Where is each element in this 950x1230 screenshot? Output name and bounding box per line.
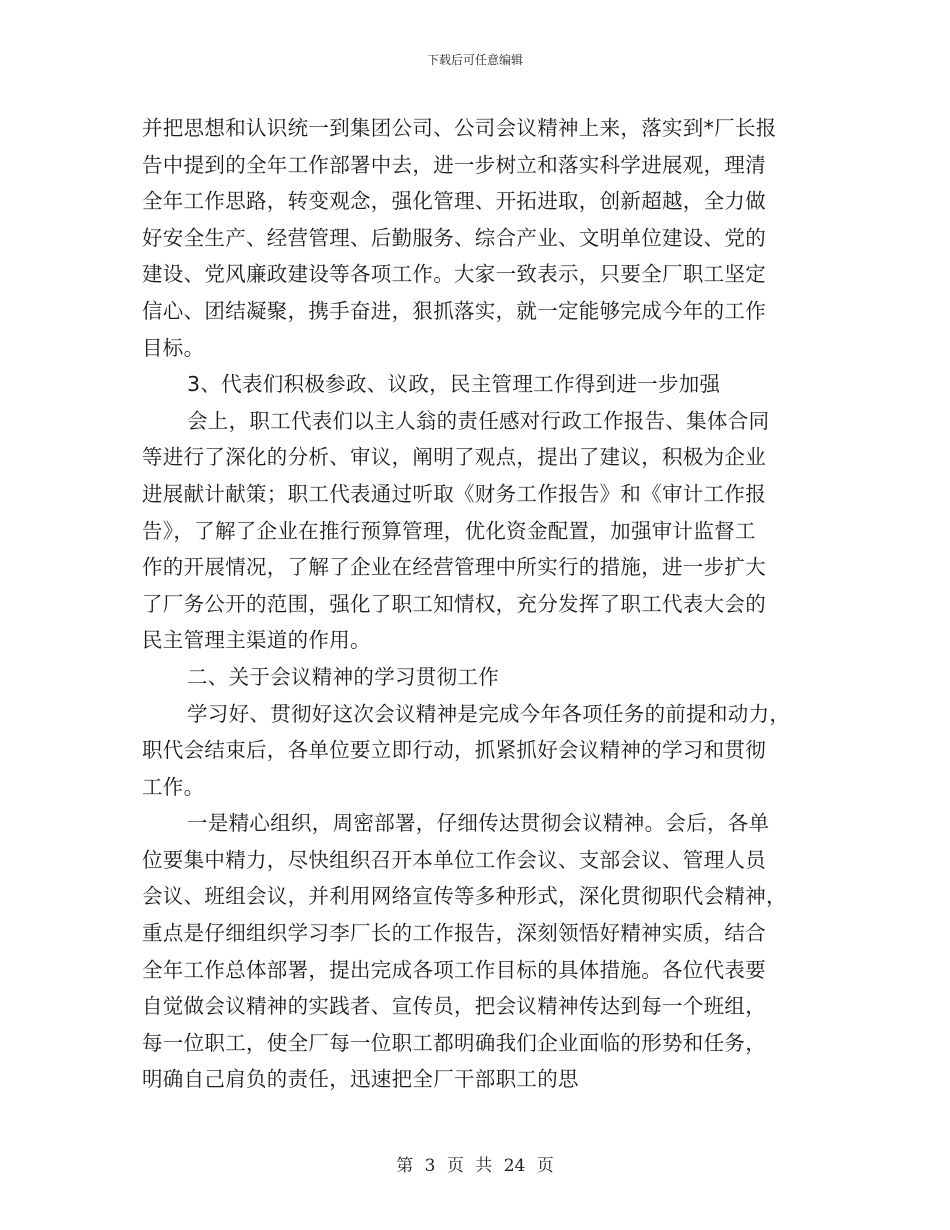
text-line: 每一位职工，使全厂每一位职工都明确我们企业面临的形势和任务， (142, 1030, 766, 1055)
text-line: 一是精心组织，周密部署，仔细传达贯彻会议精神。会后，各单 (187, 811, 770, 836)
text-line: 位要集中精力，尽快组织召开本单位工作会议、支部会议、管理人员 (142, 847, 766, 872)
text-line: 信心、团结凝聚，携手奋进，狠抓落实，就一定能够完成今年的工作 (142, 298, 766, 323)
text-line: 了厂务公开的范围，强化了职工知情权，充分发挥了职工代表大会的 (142, 591, 766, 616)
text-line: 告中提到的全年工作部署中去，进一步树立和落实科学进展观，理清 (142, 152, 766, 177)
page-number-footer: 第 3 页 共 24 页 (396, 1156, 554, 1176)
text-line: 工作。 (142, 774, 205, 799)
text-line: 自觉做会议精神的实践者、宣传员，把会议精神传达到每一个班组， (142, 994, 766, 1019)
text-line: 民主管理主渠道的作用。 (142, 628, 371, 653)
text-line: 会议、班组会议，并利用网络宣传等多种形式，深化贯彻职代会精神， (142, 884, 787, 909)
text-line: 3、代表们积极参政、议政，民主管理工作得到进一步加强 (187, 372, 721, 397)
page-header-note: 下载后可任意编辑 (426, 53, 523, 67)
text-line: 全年工作总体部署，提出完成各项工作目标的具体措施。各位代表要 (142, 957, 766, 982)
text-line: 学习好、贯彻好这次会议精神是完成今年各项任务的前提和动力， (187, 701, 791, 726)
text-line: 重点是仔细组织学习李厂长的工作报告，深刻领悟好精神实质，结合 (142, 921, 766, 946)
text-line: 作的开展情况，了解了企业在经营管理中所实行的措施，进一步扩大 (142, 555, 766, 580)
text-line: 职代会结束后，各单位要立即行动，抓紧抓好会议精神的学习和贯彻 (142, 738, 766, 763)
text-line: 建设、党风廉政建设等各项工作。大家一致表示，只要全厂职工坚定 (142, 262, 766, 287)
text-line: 好安全生产、经营管理、后勤服务、综合产业、文明单位建设、党的 (142, 225, 766, 250)
text-line: 全年工作思路，转变观念，强化管理、开拓进取，创新超越，全力做 (142, 189, 766, 214)
text-line: 明确自己肩负的责任，迅速把全厂干部职工的思 (142, 1067, 579, 1092)
text-line: 等进行了深化的分析、审议，阐明了观点，提出了建议，积极为企业 (142, 445, 766, 470)
text-line: 并把思想和认识统一到集团公司、公司会议精神上来，落实到*厂长报 (142, 116, 777, 140)
text-line: 目标。 (142, 335, 205, 360)
text-line: 进展献计献策；职工代表通过听取《财务工作报告》和《审计工作报 (142, 481, 766, 506)
text-line: 告》，了解了企业在推行预算管理，优化资金配置，加强审计监督工 (142, 518, 756, 543)
document-body (142, 110, 802, 1098)
text-line: 会上，职工代表们以主人翁的责任感对行政工作报告、集体合同 (187, 408, 770, 433)
text-line: 二、关于会议精神的学习贯彻工作 (187, 664, 499, 689)
